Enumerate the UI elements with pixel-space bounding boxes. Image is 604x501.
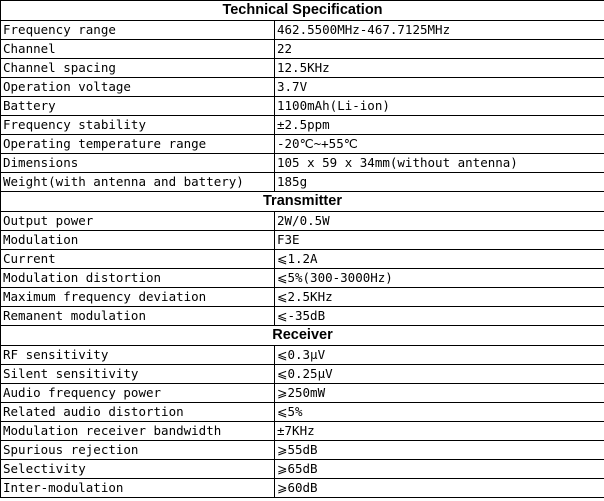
spec-value: 3.7V [275,78,604,97]
spec-label: Audio frequency power [1,384,275,403]
table-row [1,307,604,326]
spec-value: 12.5KHz [275,59,604,78]
table-row [1,59,604,78]
spec-value: 185g [275,173,604,192]
section-title-transmitter: Transmitter [1,192,604,212]
spec-label: Operating temperature range [1,135,275,154]
spec-value: 22 [275,40,604,59]
spec-label: Selectivity [1,460,275,479]
table-row [1,346,604,365]
spec-value: ⩽0.25μV [275,365,604,384]
spec-label: Inter-modulation [1,479,275,498]
table-row [1,288,604,307]
table-row [1,422,604,441]
spec-value: ±7KHz [275,422,604,441]
spec-value: ⩽1.2A [275,250,604,269]
spec-value: ⩽5%(300-3000Hz) [275,269,604,288]
section-header-row [1,326,604,346]
section-header-row [1,192,604,212]
section-title-technical-specification: Technical Specification [1,1,604,21]
table-row [1,212,604,231]
table-row [1,21,604,40]
table-row [1,78,604,97]
table-row [1,384,604,403]
table-row [1,365,604,384]
table-row [1,116,604,135]
section-title-receiver: Receiver [1,326,604,346]
spec-label: Weight(with antenna and battery) [1,173,275,192]
spec-label: Battery [1,97,275,116]
spec-label: Current [1,250,275,269]
spec-label: Modulation [1,231,275,250]
table-row [1,231,604,250]
spec-table-body [1,1,604,498]
table-row [1,250,604,269]
table-row [1,97,604,116]
spec-label: Modulation distortion [1,269,275,288]
spec-value: 105 x 59 x 34mm(without antenna) [275,154,604,173]
table-row [1,173,604,192]
section-header-row [1,1,604,21]
table-row [1,441,604,460]
spec-value: ⩽2.5KHz [275,288,604,307]
spec-value: 462.5500MHz-467.7125MHz [275,21,604,40]
table-row [1,460,604,479]
spec-value: ⩾55dB [275,441,604,460]
table-row [1,403,604,422]
table-row [1,479,604,498]
spec-value: ⩽0.3μV [275,346,604,365]
spec-label: Dimensions [1,154,275,173]
spec-value: ±2.5ppm [275,116,604,135]
spec-value: ⩽5% [275,403,604,422]
spec-value: ⩽-35dB [275,307,604,326]
spec-label: Modulation receiver bandwidth [1,422,275,441]
spec-label: RF sensitivity [1,346,275,365]
spec-label: Remanent modulation [1,307,275,326]
table-row [1,269,604,288]
spec-value: -20℃~+55℃ [275,135,604,154]
spec-label: Output power [1,212,275,231]
spec-value: ⩾65dB [275,460,604,479]
spec-value: F3E [275,231,604,250]
spec-value: 2W/0.5W [275,212,604,231]
spec-label: Silent sensitivity [1,365,275,384]
spec-label: Channel spacing [1,59,275,78]
spec-value: ⩾60dB [275,479,604,498]
spec-label: Spurious rejection [1,441,275,460]
spec-label: Channel [1,40,275,59]
table-row [1,154,604,173]
spec-label: Maximum frequency deviation [1,288,275,307]
spec-label: Frequency stability [1,116,275,135]
table-row [1,40,604,59]
table-row [1,135,604,154]
spec-label: Operation voltage [1,78,275,97]
spec-value: 1100mAh(Li-ion) [275,97,604,116]
spec-label: Related audio distortion [1,403,275,422]
spec-label: Frequency range [1,21,275,40]
spec-value: ⩾250mW [275,384,604,403]
